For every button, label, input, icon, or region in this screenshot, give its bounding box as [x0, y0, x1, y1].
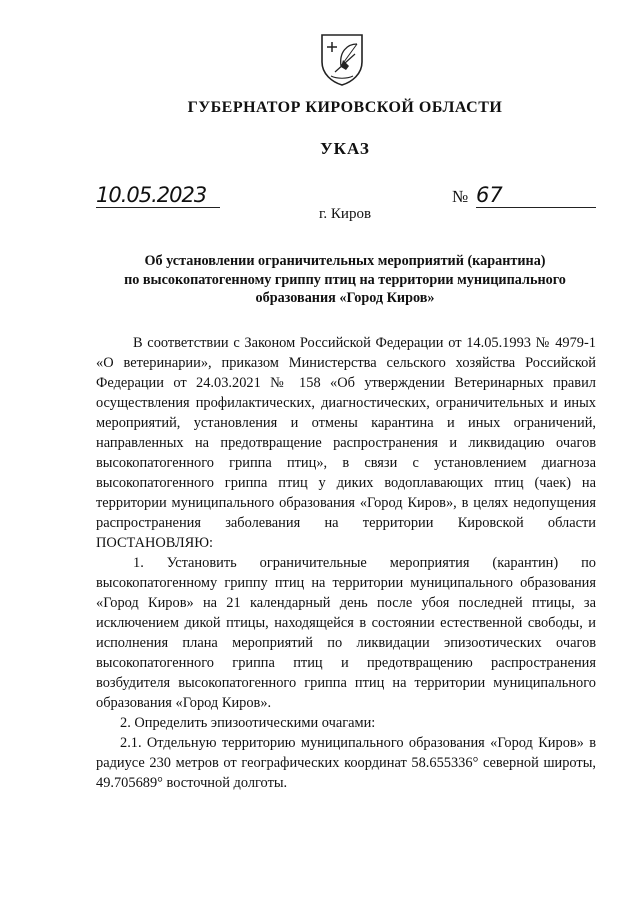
clause-2-1: 2.1. Отдельную территорию муниципального образования «Город Киров» в радиусе 230 метров от географических координат 58.655336° северной широты, 49.705689° восточной долготы. — [96, 735, 596, 791]
city: г. Киров — [318, 206, 372, 222]
document-type: УКАЗ — [320, 139, 370, 158]
clause-2: 2. Определить эпизоотическими очагами: — [120, 715, 376, 731]
clause-1: 1. Установить ограничительные мероприятия (карантин) по высокопатогенному гриппу птиц на территории муниципального образования «Город Киров» на 21 календарный день после убоя последней птицы, за исключением дикой птицы, находящейся в состоянии естественной свободы, и исполнения плана мероприятий по ликвидации эпизоотических очагов высокопатогенного гриппа птиц и предотвращению распространения возбудителя высокопатогенного гриппа птиц на территории муниципального образования «Город Киров». — [96, 555, 596, 711]
document-number: 67 — [476, 183, 596, 208]
coat-of-arms-emblem — [317, 32, 367, 87]
title-line: Об установлении ограничительных мероприятий (карантина) — [144, 253, 546, 269]
issuing-authority: ГУБЕРНАТОР КИРОВСКОЙ ОБЛАСТИ — [187, 99, 503, 116]
title-line: по высокопатогенному гриппу птиц на территории муниципального — [124, 271, 566, 288]
document-date: 10.05.2023 — [96, 183, 220, 208]
preamble-paragraph: В соответствии с Законом Российской Федерации от 14.05.1993 № 4979-1 «О ветеринарии», приказом Министерства сельского хозяйства Российской Федерации от 24.03.2021 № 158 «Об утверждении Ветеринарных правил осуществления профилактических, диагностических, ограничительных и иных мероприятий, установления и отмены карантина и иных ограничений, направленных на предотвращение распространения и ликвидацию очагов высокопатогенного гриппа птиц», в связи с установлением диагноза высокопатогенного гриппа птиц у диких водоплавающих птиц (чаек) на территории муниципального образования «Город Киров», в целях недопущения распространения заболевания на территории Кировской области ПОСТАНОВЛЯЮ: — [96, 335, 596, 551]
document-body — [96, 333, 596, 793]
number-label: № — [452, 187, 469, 206]
document-title — [80, 252, 610, 308]
title-line: образования «Город Киров» — [255, 290, 435, 306]
